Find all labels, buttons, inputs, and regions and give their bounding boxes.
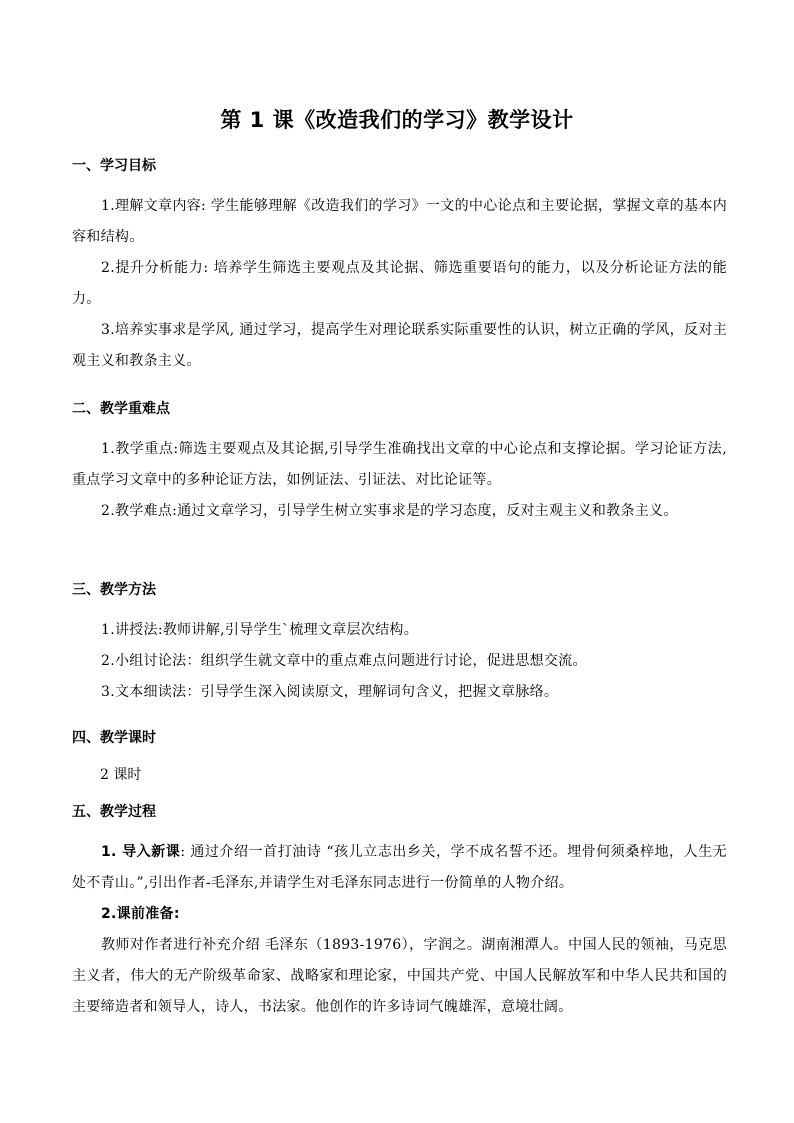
section-heading-methods: 三、教学方法 bbox=[72, 582, 156, 598]
paragraph-method-1: 1.讲授法:教师讲解,引导学生`梳理文章层次结构。 bbox=[101, 622, 419, 638]
section-heading-key-points: 二、教学重难点 bbox=[72, 401, 170, 417]
paragraph-prep-text: 教师对作者进行补充介绍 毛泽东（1893-1976），字润之。湖南湘潭人。中国人民的领袖，马克思主义者，伟大的无产阶级革命家、战略家和理论家，中国共产党、中国人民解放军和中华人民共和国的主要缔造者和领导人，诗人，书法家。他创作的许多诗词气魄雄浑，意境壮阔。 bbox=[72, 937, 727, 1015]
class-hours-value: 2 课时 bbox=[100, 767, 142, 783]
intro-label: 1. 导入新课 bbox=[101, 844, 181, 860]
paragraph-method-3: 3.文本细读法：引导学生深入阅读原文，理解词句含义，把握文章脉络。 bbox=[101, 684, 559, 700]
section-heading-objectives: 一、学习目标 bbox=[72, 158, 156, 174]
paragraph-objective-1: 1.理解文章内容: 学生能够理解《改造我们的学习》一文的中心论点和主要论据，掌握文章的基本内容和结构。 bbox=[72, 198, 727, 245]
paragraph-prep-label bbox=[72, 899, 727, 930]
paragraph-intro bbox=[72, 837, 727, 899]
paragraph-objective-2: 2.提升分析能力: 培养学生筛选主要观点及其论据、筛选重要语句的能力，以及分析论证方法的能力。 bbox=[72, 260, 727, 307]
prep-label: 2.课前准备: bbox=[101, 906, 180, 922]
paragraph-objective-3: 3.培养实事求是学风, 通过学习，提高学生对理论联系实际重要性的认识，树立正确的学风，反对主观主义和教条主义。 bbox=[72, 322, 727, 369]
section-heading-class-hours: 四、教学课时 bbox=[72, 730, 156, 746]
section-heading-process: 五、教学过程 bbox=[72, 804, 156, 820]
paragraph-key-point-1: 1.教学重点:筛选主要观点及其论据,引导学生准确找出文章的中心论点和支撑论据。学习论证方法,重点学习文章中的多种论证方法，如例证法、引证法、对比论证等。 bbox=[72, 441, 727, 488]
page-title: 第 1 课《改造我们的学习》教学设计 bbox=[220, 108, 574, 132]
intro-text: : 通过介绍一首打油诗 “孩儿立志出乡关，学不成名誓不还。埋骨何须桑梓地，人生无处不青山。”,引出作者-毛泽东,并请学生对毛泽东同志进行一份简单的人物介绍。 bbox=[72, 844, 727, 891]
paragraph-key-point-2: 2.教学难点:通过文章学习，引导学生树立实事求是的学习态度，反对主观主义和教条主义。 bbox=[101, 503, 678, 519]
paragraph-method-2: 2.小组讨论法：组织学生就文章中的重点难点问题进行讨论，促进思想交流。 bbox=[101, 653, 587, 669]
